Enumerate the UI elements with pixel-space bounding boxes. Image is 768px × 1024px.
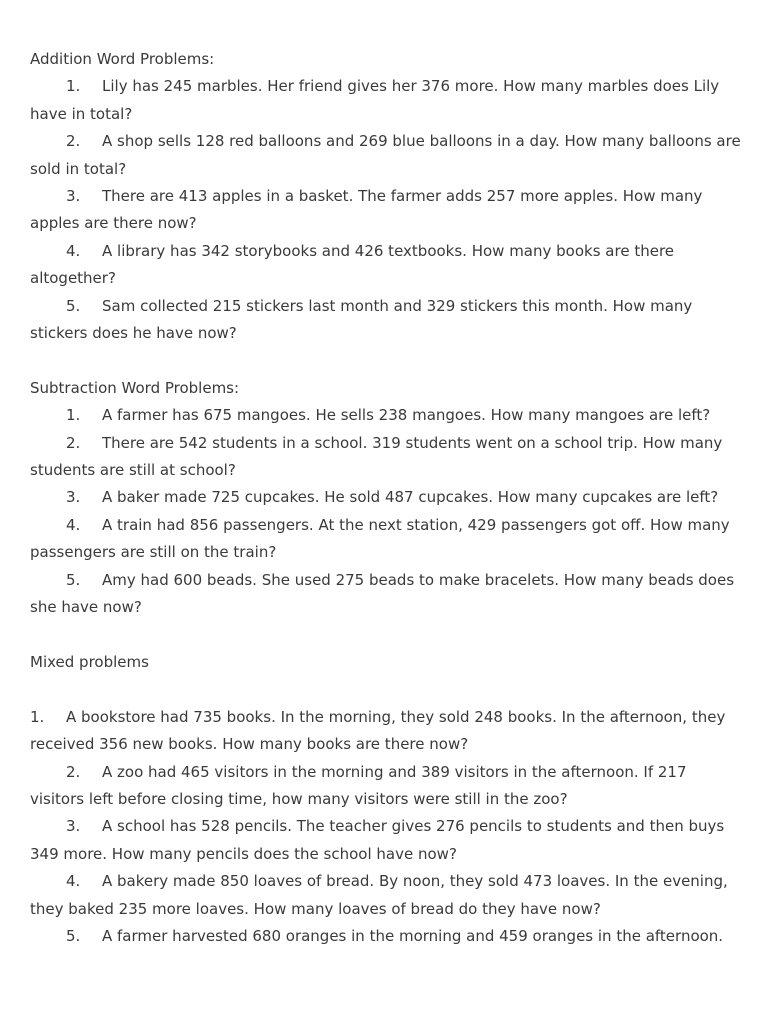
section-spacer bbox=[30, 347, 742, 374]
item-number: 1. bbox=[66, 406, 81, 425]
list-item bbox=[30, 293, 742, 348]
item-text: A school has 528 pencils. The teacher gives 276 pencils to students and then buys 349 more. How many pencils does the school have now? bbox=[30, 817, 725, 863]
item-text: Amy had 600 beads. She used 275 beads to make bracelets. How many beads does she have now? bbox=[30, 570, 735, 617]
item-number: 4. bbox=[66, 872, 81, 891]
list-item bbox=[30, 813, 742, 868]
list-item bbox=[30, 402, 742, 429]
item-number: 3. bbox=[66, 817, 81, 836]
item-text: A farmer has 675 mangoes. He sells 238 mangoes. How many mangoes are left? bbox=[102, 406, 711, 425]
subtraction-heading: Subtraction Word Problems: bbox=[30, 378, 240, 397]
item-text: A train had 856 passengers. At the next station, 429 passengers got off. How many passengers are still on the train? bbox=[30, 515, 730, 562]
list-item bbox=[30, 238, 742, 293]
item-number: 5. bbox=[66, 296, 81, 315]
list-item bbox=[30, 484, 742, 511]
item-number: 3. bbox=[66, 187, 81, 206]
list-item bbox=[30, 759, 742, 814]
list-item bbox=[30, 128, 742, 183]
list-item bbox=[30, 567, 742, 622]
item-text: A bakery made 850 loaves of bread. By noon, they sold 473 loaves. In the evening, they baked 235 more loaves. How many loaves of bread do they have now? bbox=[30, 872, 728, 918]
addition-heading: Addition Word Problems: bbox=[30, 50, 215, 68]
item-text: A farmer harvested 680 oranges in the morning and 459 oranges in the afternoon. bbox=[102, 926, 724, 945]
mixed-heading: Mixed problems bbox=[30, 652, 149, 671]
item-number: 2. bbox=[66, 132, 81, 151]
item-number: 1. bbox=[66, 77, 81, 96]
item-text: Lily has 245 marbles. Her friend gives her 376 more. How many marbles does Lily have in total? bbox=[30, 77, 720, 123]
list-item bbox=[30, 512, 742, 567]
list-item bbox=[30, 183, 742, 238]
section-spacer bbox=[30, 676, 742, 703]
list-item bbox=[30, 868, 742, 923]
item-number: 5. bbox=[66, 926, 81, 945]
item-text: A baker made 725 cupcakes. He sold 487 cupcakes. How many cupcakes are left? bbox=[102, 488, 719, 507]
item-text: There are 542 students in a school. 319 students went on a school trip. How many students are still at school? bbox=[30, 433, 723, 480]
item-text: A library has 342 storybooks and 426 textbooks. How many books are there altogether? bbox=[30, 241, 675, 288]
document-page bbox=[30, 46, 742, 950]
item-text: Sam collected 215 stickers last month and 329 stickers this month. How many stickers does he have now? bbox=[30, 296, 693, 343]
item-number: 1. bbox=[30, 707, 45, 726]
list-item bbox=[30, 923, 742, 950]
item-number: 3. bbox=[66, 488, 81, 507]
section-spacer bbox=[30, 622, 742, 649]
item-text: A bookstore had 735 books. In the morning, they sold 248 books. In the afternoon, they received 356 new books. How many books are there now? bbox=[30, 707, 726, 754]
item-number: 2. bbox=[66, 433, 81, 452]
list-item bbox=[30, 430, 742, 485]
item-number: 4. bbox=[66, 515, 81, 534]
list-item bbox=[30, 73, 742, 128]
item-number: 4. bbox=[66, 241, 81, 260]
item-text: There are 413 apples in a basket. The farmer adds 257 more apples. How many apples are there now? bbox=[30, 187, 703, 233]
item-text: A shop sells 128 red balloons and 269 blue balloons in a day. How many balloons are sold in total? bbox=[30, 132, 741, 178]
item-number: 5. bbox=[66, 570, 81, 589]
item-text: A zoo had 465 visitors in the morning and 389 visitors in the afternoon. If 217 visitors left before closing time, how many visitors were still in the zoo? bbox=[30, 762, 687, 808]
list-item bbox=[30, 704, 742, 759]
item-number: 2. bbox=[66, 762, 81, 781]
